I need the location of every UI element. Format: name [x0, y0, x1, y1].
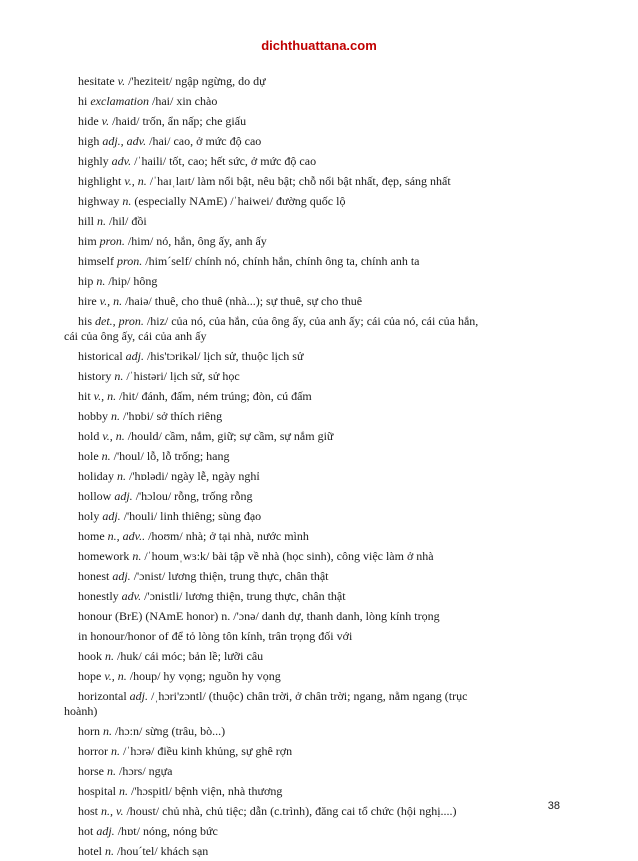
- entry-definition: /ˌhɔri'zɔntl/ (thuộc) chân trời, ở chân trời; ngang, nằm ngang (trục: [148, 689, 468, 703]
- page-number: 38: [547, 800, 560, 812]
- entry-headword: him: [78, 234, 97, 248]
- dictionary-entry: [64, 686, 548, 721]
- entry-part-of-speech: adj.: [112, 569, 131, 583]
- entry-definition-continued: cái của ông ấy, cái của anh ấy: [64, 329, 207, 343]
- entry-headword: hotel: [78, 844, 102, 858]
- entry-definition: /hɒt/ nóng, nóng bức: [114, 824, 218, 838]
- dictionary-entry: [78, 171, 548, 191]
- entry-definition: /'hɔlou/ rỗng, trống rỗng: [132, 489, 253, 503]
- dictionary-entry: [78, 841, 548, 861]
- entry-headword: horror: [78, 744, 108, 758]
- dictionary-entry: [78, 151, 548, 171]
- entry-part-of-speech: adj.: [114, 489, 133, 503]
- entry-headword: hospital: [78, 784, 116, 798]
- entry-definition: /houst/ chủ nhà, chủ tiệc; dẫn (c.trình), đăng cai tổ chức (hội nghị....): [123, 804, 457, 818]
- entry-definition: /hɔ:n/ sừng (trâu, bò...): [112, 724, 226, 738]
- dictionary-entry: [78, 586, 548, 606]
- entry-definition: /hit/ đánh, đấm, ném trúng; đòn, cú đấm: [116, 389, 312, 403]
- entry-headword: hole: [78, 449, 99, 463]
- dictionary-entry: [78, 346, 548, 366]
- entry-part-of-speech: n.: [122, 194, 132, 208]
- dictionary-entry: [78, 466, 548, 486]
- entry-headword: holy: [78, 509, 100, 523]
- entry-part-of-speech: n.: [107, 764, 116, 778]
- entry-headword: his: [78, 314, 93, 328]
- dictionary-entry: [78, 111, 548, 131]
- dictionary-entry: [78, 741, 548, 761]
- entry-definition: /'hɔspitl/ bệnh viện, nhà thương: [128, 784, 283, 798]
- entry-part-of-speech: adv.: [121, 589, 142, 603]
- entry-definition: để tỏ lòng tôn kính, trân trọng đối với: [168, 629, 353, 643]
- entry-definition: /haid/ trốn, ẩn nấp; che giấu: [109, 114, 247, 128]
- entry-part-of-speech: n.: [105, 844, 114, 858]
- entry-headword: hot: [78, 824, 94, 838]
- entry-definition: /hai/ xin chào: [149, 94, 218, 108]
- entry-definition: /hoʊm/ nhà; ở tại nhà, nước mình: [145, 529, 309, 543]
- entry-part-of-speech: v.: [101, 114, 110, 128]
- dictionary-entry: [78, 546, 548, 566]
- entry-definition: /'ɔnistli/ lương thiện, trung thực, chân thật: [141, 589, 346, 603]
- dictionary-entry: [78, 666, 548, 686]
- entry-headword: hip: [78, 274, 94, 288]
- entry-definition: /hip/ hông: [105, 274, 158, 288]
- entry-definition: /'hɒlədi/ ngày lễ, ngày nghỉ: [126, 469, 260, 483]
- dictionary-entry: [78, 131, 548, 151]
- entry-definition: /'heziteit/ ngập ngừng, do dự: [125, 74, 266, 88]
- entry-headword: hobby: [78, 409, 108, 423]
- entry-part-of-speech: n.: [111, 744, 120, 758]
- dictionary-entry: [78, 626, 548, 646]
- entry-headword: hit: [78, 389, 91, 403]
- entry-definition: /him/ nó, hắn, ông ấy, anh ấy: [124, 234, 267, 248]
- entry-headword: home: [78, 529, 105, 543]
- entry-part-of-speech: v.: [117, 74, 126, 88]
- entry-definition: /ˈhɔrə/ điều kinh khủng, sự ghê rợn: [120, 744, 293, 758]
- entry-headword: honest: [78, 569, 110, 583]
- entry-part-of-speech: n.: [111, 409, 120, 423]
- dictionary-entry: [78, 506, 548, 526]
- entry-part-of-speech: adj.: [129, 689, 148, 703]
- entry-part-of-speech: pron.: [99, 234, 125, 248]
- entry-definition: (especially NAmE) /ˈhaiwei/ đường quốc lộ: [131, 194, 346, 208]
- entry-part-of-speech: adj., adv.: [102, 134, 147, 148]
- entry-headword: history: [78, 369, 112, 383]
- entry-headword: highway: [78, 194, 120, 208]
- entry-definition: (BrE) (NAmE honor) n. /'ɔnə/ danh dự, thanh danh, lòng kính trọng: [112, 609, 440, 623]
- dictionary-entry: [78, 191, 548, 211]
- dictionary-entry: [78, 251, 548, 271]
- entry-headword: hold: [78, 429, 100, 443]
- entry-part-of-speech: n.: [105, 649, 114, 663]
- entry-headword: holiday: [78, 469, 114, 483]
- entry-headword: homework: [78, 549, 130, 563]
- entry-part-of-speech: v., n.: [102, 429, 125, 443]
- entry-part-of-speech: pron.: [117, 254, 143, 268]
- entry-headword: hi: [78, 94, 88, 108]
- entry-headword: highly: [78, 154, 109, 168]
- entry-part-of-speech: v., n.: [99, 294, 123, 308]
- entry-definition: /hai/ cao, ở mức độ cao: [146, 134, 262, 148]
- entry-headword: horizontal: [78, 689, 127, 703]
- entry-part-of-speech: adj.: [125, 349, 144, 363]
- entry-headword: host: [78, 804, 99, 818]
- entry-definition-continued: hoành): [64, 704, 98, 718]
- entry-headword: honestly: [78, 589, 119, 603]
- entry-definition: /ˈhistəri/ lịch sử, sử học: [123, 369, 240, 383]
- entry-headword: horse: [78, 764, 104, 778]
- entry-definition: /hiz/ của nó, của hắn, của ông ấy, của anh ấy; cái của nó, cái của hắn,: [143, 314, 479, 328]
- entry-part-of-speech: n.: [117, 469, 126, 483]
- entry-definition: /'ɔnist/ lương thiện, trung thực, chân thật: [130, 569, 329, 583]
- entry-headword: hope: [78, 669, 102, 683]
- entry-definition: /'houli/ linh thiêng; sùng đạo: [120, 509, 262, 523]
- entry-part-of-speech: v., n.: [93, 389, 117, 403]
- dictionary-entry: [78, 566, 548, 586]
- entry-part-of-speech: v., n.: [124, 174, 147, 188]
- entry-part-of-speech: adj.: [96, 824, 115, 838]
- entry-part-of-speech: n., v.: [101, 804, 124, 818]
- entry-definition: /'houl/ lỗ, lỗ trống; hang: [110, 449, 230, 463]
- dictionary-entry: [78, 526, 548, 546]
- dictionary-entries: [64, 71, 548, 861]
- entry-headword: honour: [78, 609, 112, 623]
- entry-headword: hill: [78, 214, 95, 228]
- entry-headword: high: [78, 134, 100, 148]
- entry-definition: /ˈhaɪˌlaɪt/ làm nổi bật, nêu bật; chỗ nổi bật nhất, đẹp, sáng nhất: [146, 174, 451, 188]
- entry-headword: hesitate: [78, 74, 115, 88]
- entry-definition: /his'tɔrikəl/ lịch sử, thuộc lịch sử: [144, 349, 304, 363]
- entry-definition: /hil/ đồi: [106, 214, 147, 228]
- dictionary-entry: [78, 446, 548, 466]
- entry-part-of-speech: n.: [114, 369, 124, 383]
- dictionary-entry: [78, 406, 548, 426]
- entry-definition: /huk/ cái móc; bản lề; lưỡi câu: [114, 649, 264, 663]
- entry-definition: /ˈhoumˌwɜ:k/ bài tập về nhà (học sinh), công việc làm ở nhà: [141, 549, 434, 563]
- entry-part-of-speech: n.: [97, 214, 107, 228]
- entry-part-of-speech: det., pron.: [95, 314, 144, 328]
- entry-headword: hollow: [78, 489, 112, 503]
- entry-definition: /hɔrs/ ngựa: [116, 764, 173, 778]
- entry-headword: himself: [78, 254, 114, 268]
- dictionary-entry: [78, 761, 548, 781]
- entry-headword: historical: [78, 349, 123, 363]
- entry-definition: /ˈhaili/ tốt, cao; hết sức, ở mức độ cao: [131, 154, 317, 168]
- entry-definition: /hould/ cầm, nắm, giữ; sự cầm, sự nắm giữ: [124, 429, 334, 443]
- entry-definition: /him´self/ chính nó, chính hắn, chính ông ta, chính anh ta: [142, 254, 420, 268]
- dictionary-entry: [78, 91, 548, 111]
- entry-headword: horn: [78, 724, 100, 738]
- entry-definition: /houp/ hy vọng; nguồn hy vọng: [126, 669, 281, 683]
- entry-headword: highlight: [78, 174, 122, 188]
- dictionary-entry: [78, 486, 548, 506]
- dictionary-entry: [78, 211, 548, 231]
- entry-definition: /hou´tel/ khách sạn: [114, 844, 209, 858]
- entry-headword: hide: [78, 114, 99, 128]
- entry-part-of-speech: n.: [132, 549, 142, 563]
- dictionary-entry: [78, 386, 548, 406]
- entry-part-of-speech: n.: [103, 724, 112, 738]
- dictionary-entry: [78, 71, 548, 91]
- entry-part-of-speech: n., adv..: [107, 529, 146, 543]
- dictionary-entry: [64, 311, 548, 346]
- entry-part-of-speech: n.: [101, 449, 111, 463]
- entry-definition: /haiə/ thuê, cho thuê (nhà...); sự thuê, sự cho thuê: [122, 294, 363, 308]
- site-header: dichthuattana.com: [261, 38, 377, 53]
- dictionary-entry: [78, 721, 548, 741]
- entry-part-of-speech: v., n.: [104, 669, 127, 683]
- dictionary-entry: [78, 646, 548, 666]
- dictionary-entry: [78, 821, 548, 841]
- entry-part-of-speech: exclamation: [90, 94, 149, 108]
- entry-headword: hook: [78, 649, 102, 663]
- entry-headword: hire: [78, 294, 97, 308]
- entry-part-of-speech: adv.: [111, 154, 132, 168]
- dictionary-entry: [78, 291, 548, 311]
- entry-definition: /'hɒbi/ sở thích riêng: [120, 409, 223, 423]
- dictionary-entry: [78, 781, 548, 801]
- entry-part-of-speech: n.: [96, 274, 106, 288]
- dictionary-entry: [78, 426, 548, 446]
- dictionary-entry: [78, 231, 548, 251]
- entry-part-of-speech: adj.: [102, 509, 121, 523]
- entry-part-of-speech: n.: [119, 784, 128, 798]
- entry-headword: in honour/honor of: [78, 629, 169, 643]
- dictionary-entry: [78, 271, 548, 291]
- dictionary-entry: [78, 606, 548, 626]
- dictionary-entry: [78, 801, 548, 821]
- dictionary-entry: [78, 366, 548, 386]
